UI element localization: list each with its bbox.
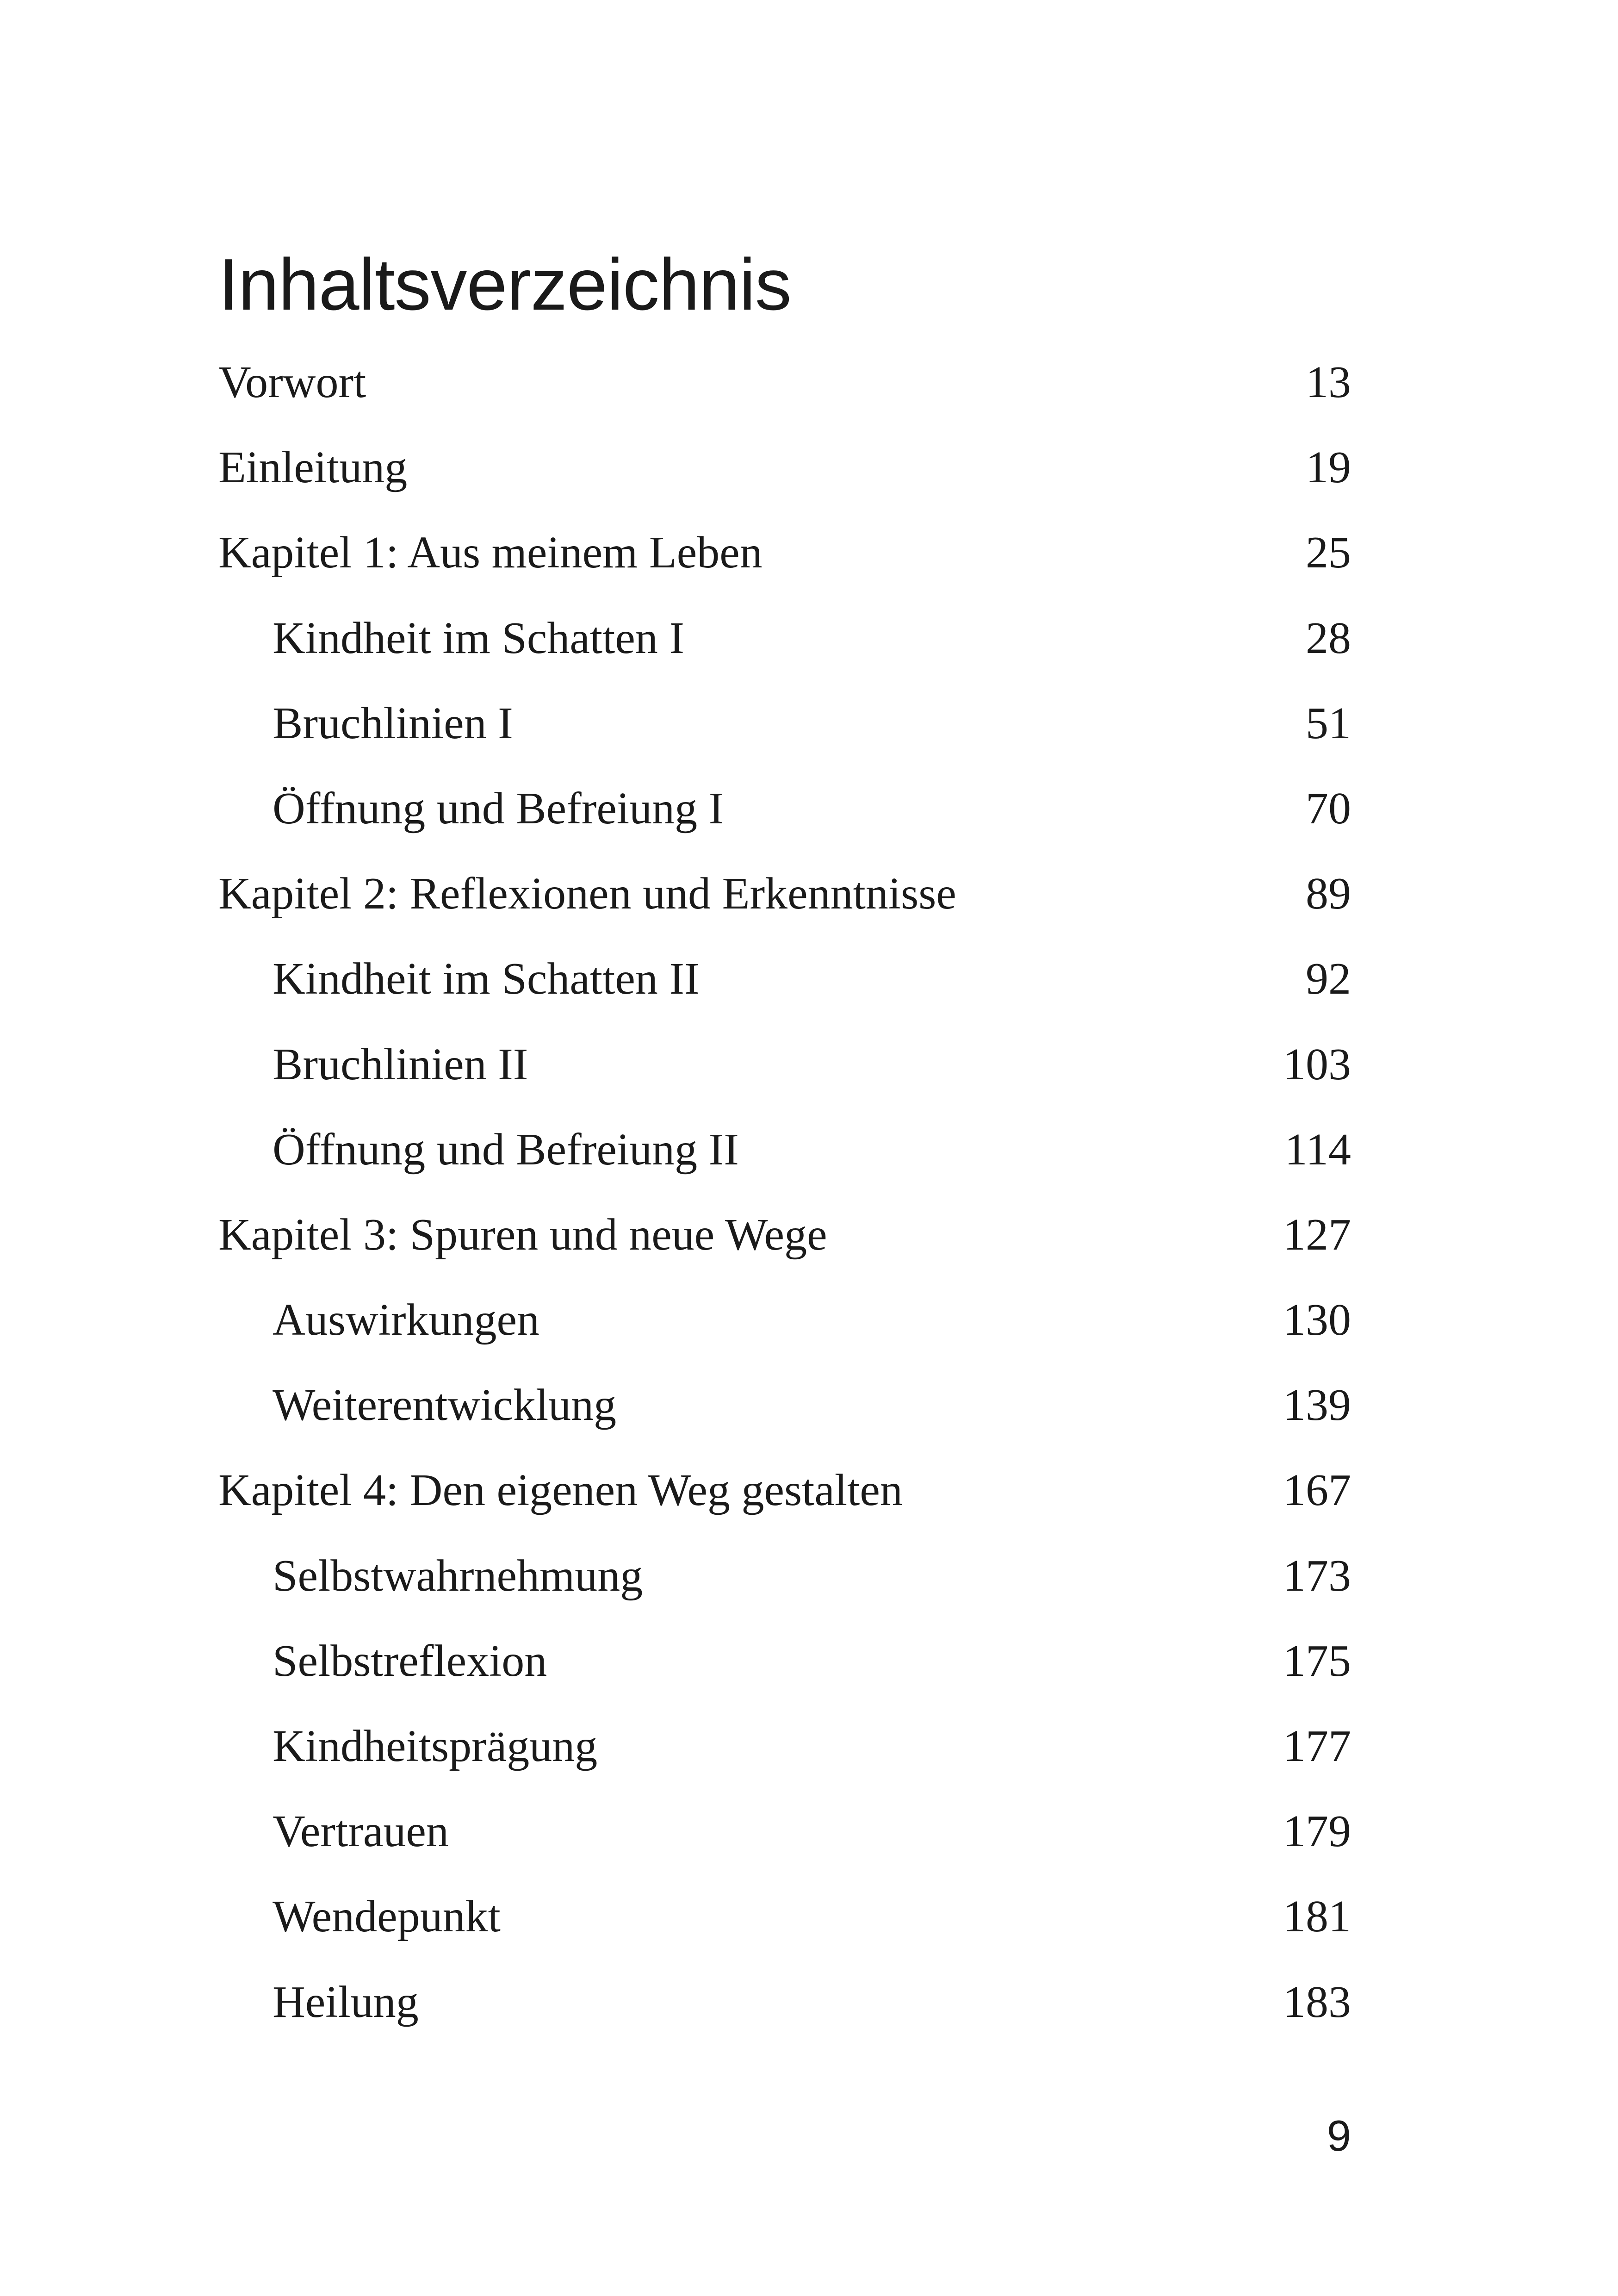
toc-section-entry[interactable] xyxy=(218,686,1351,772)
toc-section-entry[interactable] xyxy=(218,1283,1351,1368)
toc-entry-page: 92 xyxy=(1306,954,1351,1004)
toc-entry-title: Öffnung und Befreiung II xyxy=(273,1124,739,1175)
toc-entry-page: 114 xyxy=(1284,1124,1351,1175)
toc-section-entry[interactable] xyxy=(218,1027,1351,1113)
toc-entry-page: 51 xyxy=(1306,698,1351,748)
toc-entry-page: 183 xyxy=(1283,1977,1351,2027)
toc-entry-title: Öffnung und Befreiung I xyxy=(273,783,724,834)
toc-entry-title: Bruchlinien I xyxy=(273,698,513,748)
toc-section-entry[interactable] xyxy=(218,601,1351,686)
toc-entry-title: Weiterentwicklung xyxy=(273,1380,617,1431)
toc-section-entry[interactable] xyxy=(218,942,1351,1027)
toc-entry-title: Einleitung xyxy=(218,442,408,493)
toc-entry-title: Heilung xyxy=(273,1977,419,2027)
toc-entry-page: 103 xyxy=(1283,1039,1351,1089)
toc-entry-page: 130 xyxy=(1283,1295,1351,1345)
toc-entry-page: 28 xyxy=(1306,613,1351,663)
page-title: Inhaltsverzeichnis xyxy=(218,244,791,325)
toc-entry-page: 139 xyxy=(1283,1380,1351,1431)
toc-entry-page: 181 xyxy=(1283,1892,1351,1942)
toc-entry-page: 175 xyxy=(1283,1636,1351,1686)
toc-section-entry[interactable] xyxy=(218,1709,1351,1794)
toc-entry-page: 173 xyxy=(1283,1550,1351,1601)
toc-section-entry[interactable] xyxy=(218,1539,1351,1624)
toc-entry-title: Selbstwahrnehmung xyxy=(273,1550,643,1601)
toc-chapter-entry[interactable] xyxy=(218,1453,1351,1538)
toc-section-entry[interactable] xyxy=(218,1624,1351,1709)
toc-entry-page: 89 xyxy=(1306,869,1351,919)
toc-entry-page: 19 xyxy=(1306,442,1351,493)
toc-section-entry[interactable] xyxy=(218,1368,1351,1453)
toc-entry-title: Kapitel 1: Aus meinem Leben xyxy=(218,528,763,578)
toc-entry[interactable] xyxy=(218,345,1351,430)
toc-entry-page: 177 xyxy=(1283,1721,1351,1771)
toc-entry-title: Kapitel 4: Den eigenen Weg gestalten xyxy=(218,1465,903,1516)
toc-entry-title: Kindheit im Schatten I xyxy=(273,613,684,663)
toc-chapter-entry[interactable] xyxy=(218,516,1351,601)
toc-entry-title: Bruchlinien II xyxy=(273,1039,528,1089)
toc-entry-page: 25 xyxy=(1306,528,1351,578)
toc-entry-page: 70 xyxy=(1306,783,1351,834)
toc-section-entry[interactable] xyxy=(218,1965,1351,2050)
toc-section-entry[interactable] xyxy=(218,772,1351,857)
toc-entry-title: Vertrauen xyxy=(273,1806,449,1857)
toc-entry-title: Kindheit im Schatten II xyxy=(273,954,700,1004)
toc-entry-title: Selbstreflexion xyxy=(273,1636,547,1686)
toc-entry-title: Kapitel 3: Spuren und neue Wege xyxy=(218,1209,827,1260)
toc-section-entry[interactable] xyxy=(218,1794,1351,1879)
toc-entry-page: 179 xyxy=(1283,1806,1351,1857)
toc-entry-title: Kindheitsprägung xyxy=(273,1721,598,1771)
toc-entry-title: Vorwort xyxy=(218,357,366,407)
toc-entry-page: 127 xyxy=(1283,1209,1351,1260)
table-of-contents xyxy=(218,345,1351,2050)
toc-entry[interactable] xyxy=(218,430,1351,516)
toc-chapter-entry[interactable] xyxy=(218,1198,1351,1283)
toc-entry-title: Kapitel 2: Reflexionen und Erkenntnisse xyxy=(218,869,956,919)
toc-chapter-entry[interactable] xyxy=(218,857,1351,942)
page-number: 9 xyxy=(1327,2111,1351,2160)
toc-entry-page: 167 xyxy=(1283,1465,1351,1516)
toc-entry-title: Auswirkungen xyxy=(273,1295,540,1345)
toc-section-entry[interactable] xyxy=(218,1879,1351,1965)
toc-entry-page: 13 xyxy=(1306,357,1351,407)
toc-entry-title: Wendepunkt xyxy=(273,1892,501,1942)
toc-section-entry[interactable] xyxy=(218,1113,1351,1198)
